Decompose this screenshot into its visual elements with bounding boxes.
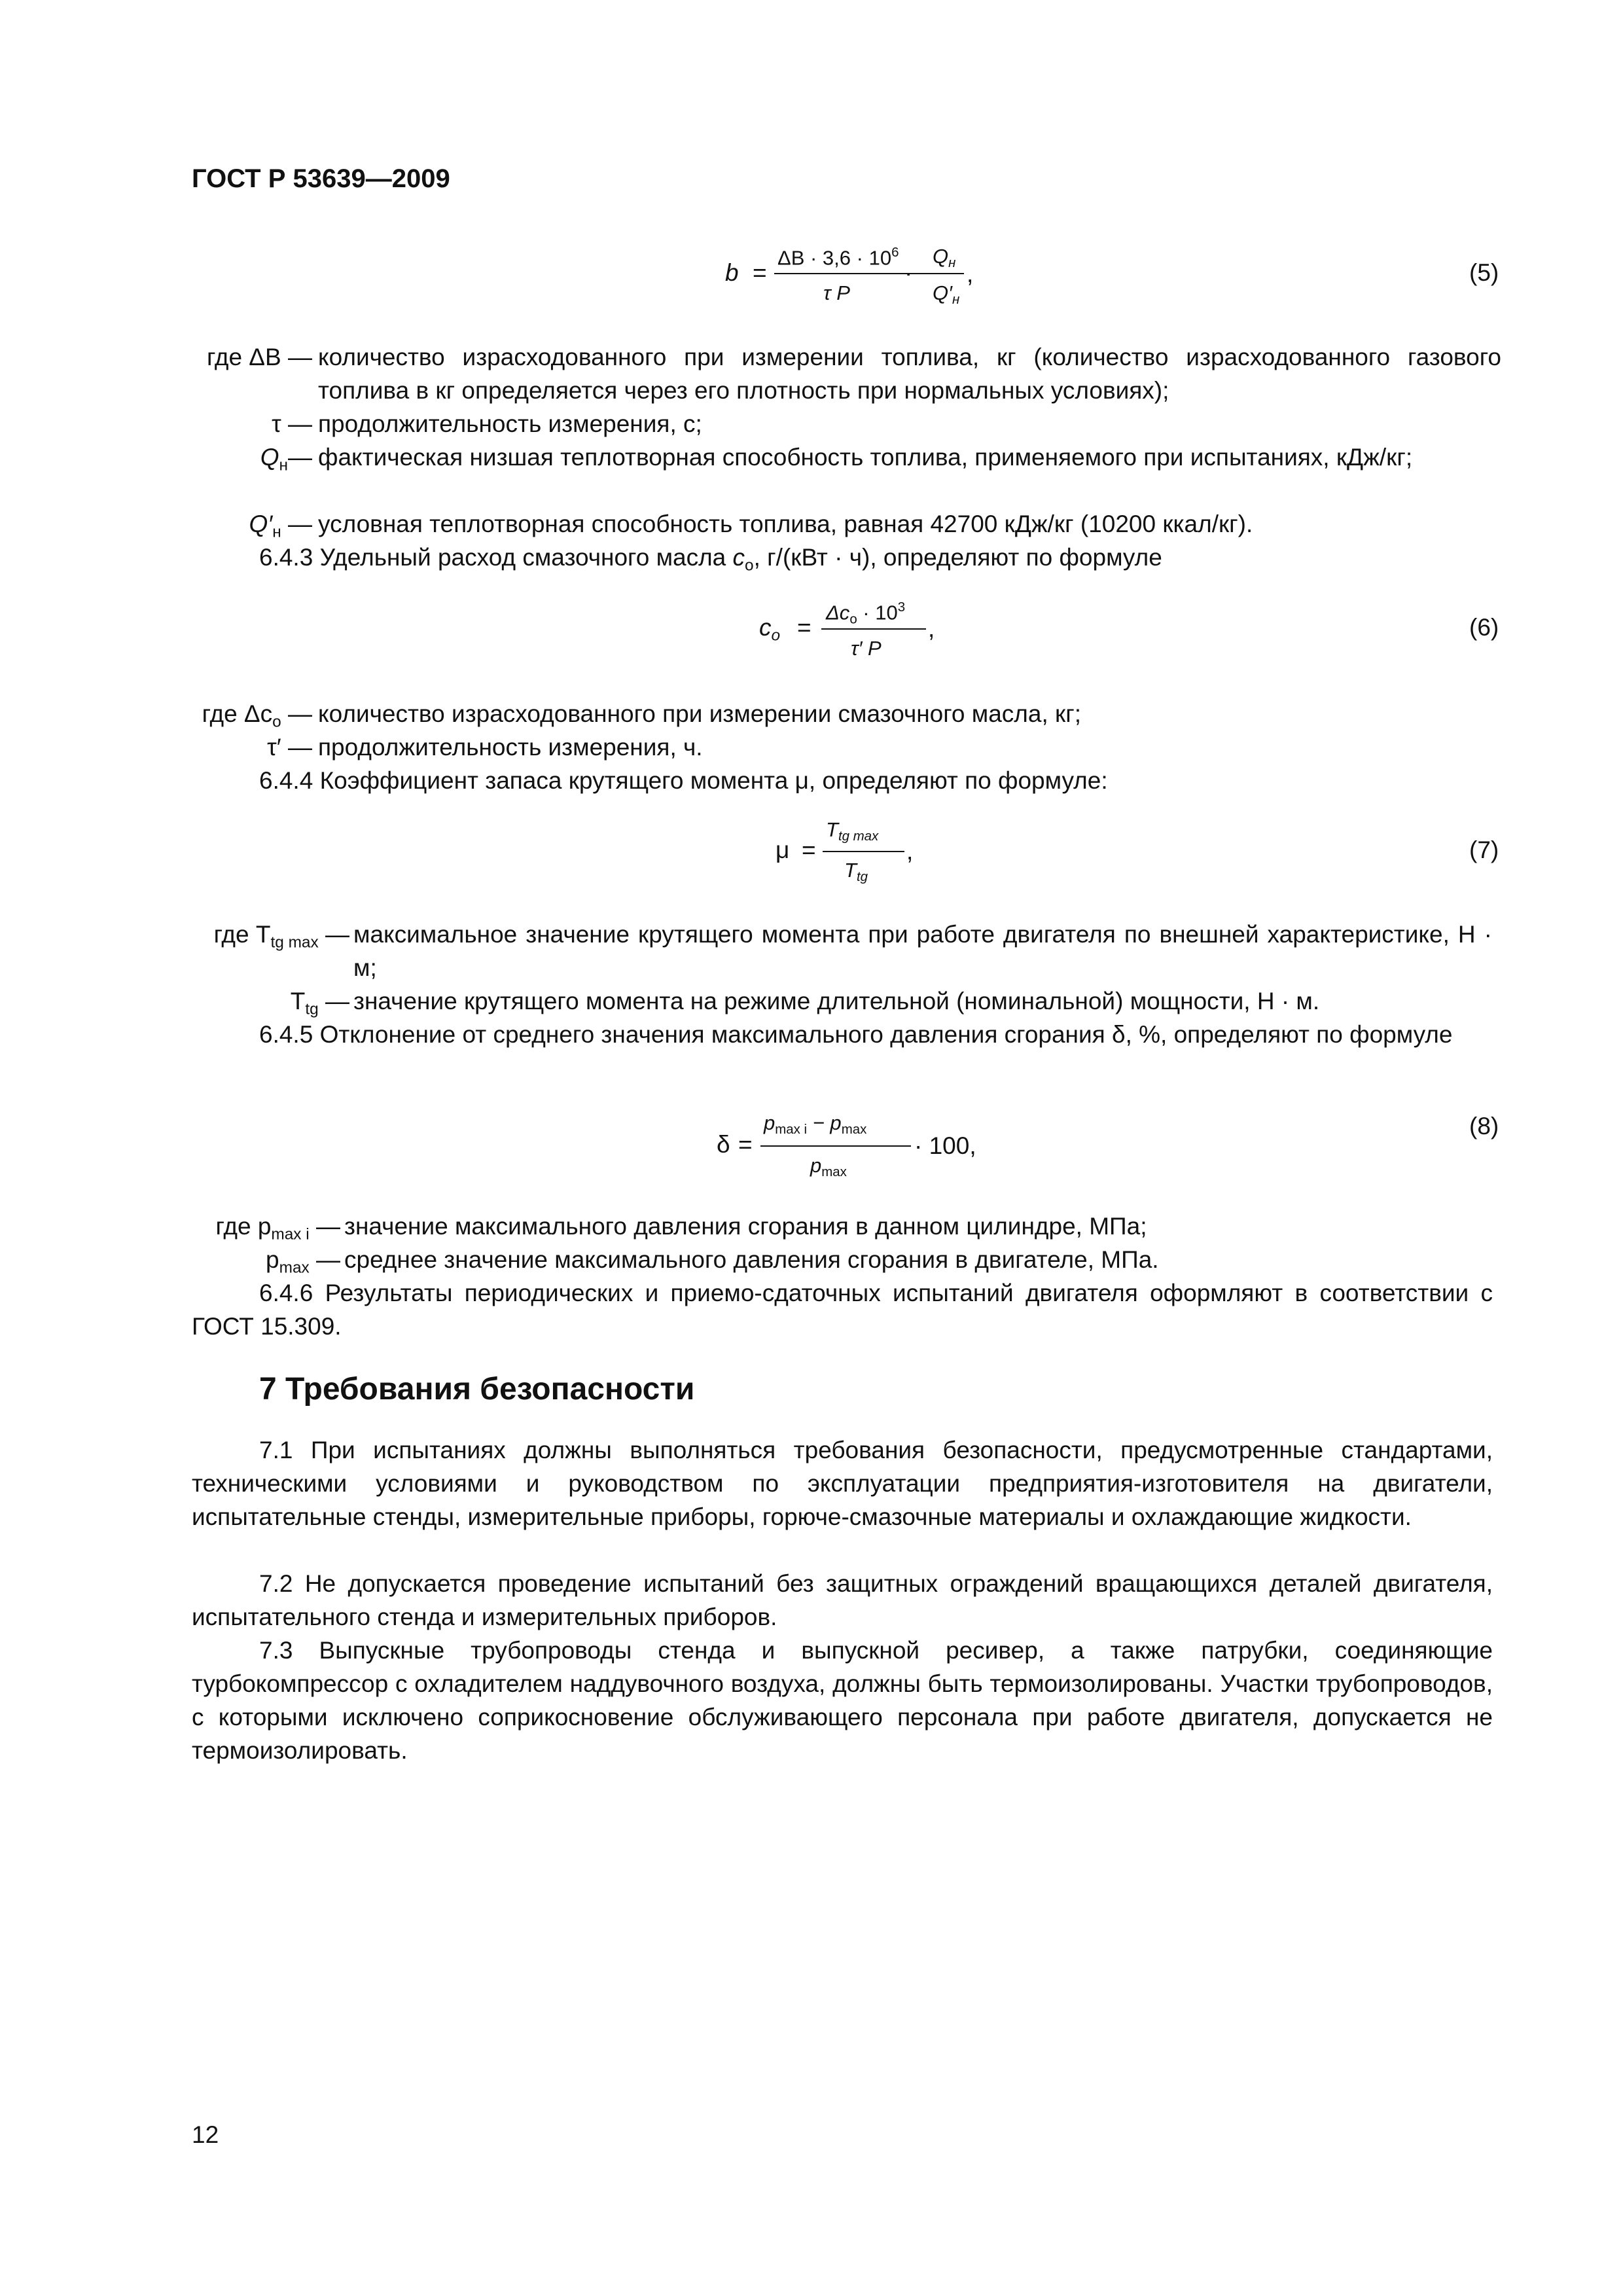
where-5-desc-2: продолжительность измерения, с; (318, 410, 702, 437)
paragraph-6-4-3: 6.4.3 Удельный расход смазочного масла $c_о$, г/(кВт · ч), определяют по формуле (259, 544, 1162, 575)
formula-5-q-numerator: $Q_н$ (933, 245, 956, 271)
formula-6-comma: , (928, 615, 935, 642)
formula-7-comma: , (906, 838, 914, 865)
paragraph-6-4-5: 6.4.5 Отклонение от среднего значения максимального давления сгорания δ, %, определяют по формуле (259, 1021, 1453, 1048)
formula-8-number: (8) (1469, 1113, 1499, 1139)
formula-7-lhs: μ (776, 836, 790, 863)
where-6-term-2: τ′ — (267, 734, 312, 761)
formula-6-number: (6) (1469, 614, 1499, 641)
where-6-desc-1: количество израсходованного при измерении смазочного масла, кг; (318, 700, 1081, 727)
formula-6-denominator: τ′ P (851, 637, 882, 660)
where-5-term-3: $Q_н—$ (260, 444, 312, 475)
formula-5-number: (5) (1469, 259, 1499, 286)
where-7-desc-2: значение крутящего момента на режиме длительной (номинальной) мощности, Н · м. (353, 988, 1320, 1014)
formula-7-numerator: $T_{tg max}$ (826, 818, 879, 844)
formula-6-fraction-bar (821, 628, 926, 630)
formula-5-equals: = (753, 259, 767, 286)
where-6-desc-2: продолжительность измерения, ч. (318, 734, 703, 761)
formula-5-q-denominator: $Q'_н$ (933, 281, 960, 308)
formula-5-numerator: $\Delta B \cdot 3,6 \cdot 10^6$ (777, 245, 899, 270)
formula-5-lhs: b (725, 259, 739, 286)
formula-8-multiplier: · 100, (914, 1132, 976, 1159)
formula-5-denominator: τ P (823, 281, 850, 304)
formula-7-equals: = (802, 836, 816, 863)
where-7-term-1: где $T_{tg max}$ — (213, 921, 349, 952)
where-8-term-1: где $p_{max i}$ — (215, 1213, 340, 1244)
paragraph-6-4-6: 6.4.6 Результаты периодических и приемо-сдаточных испытаний двигателя оформляют в соответствии с ГОСТ 15.309. (192, 1280, 1493, 1340)
where-5-desc-4: условная теплотворная способность топлива, равная 42700 кДж/кг (10200 ккал/кг). (318, 511, 1253, 537)
formula-7-fraction-bar (823, 851, 904, 852)
formula-6-numerator: $\Delta c_о \cdot 10^3$ (826, 600, 906, 627)
formula-5-dot: · (904, 259, 913, 286)
page-number: 12 (192, 2121, 219, 2148)
where-5-desc-1: количество израсходованного при измерении топлива, кг (количество израсходованного газового топлива в кг определяется через его плотность при нормальных условиях); (318, 344, 1501, 404)
where-5-term-4: $Q'_н$ — (249, 511, 312, 541)
where-8-desc-2: среднее значение максимального давления сгорания в двигателе, МПа. (344, 1246, 1159, 1273)
formula-6-equals: = (797, 614, 812, 641)
formula-8-fraction-bar (760, 1145, 911, 1147)
document-header: ГОСТ Р 53639—2009 (192, 164, 450, 193)
paragraph-7-2: 7.2 Не допускается проведение испытаний без защитных ограждений вращающихся деталей двигателя, испытательного стенда и измерительных приборов. (192, 1570, 1493, 1630)
section-title: 7 Требования безопасности (259, 1372, 695, 1407)
where-7-desc-1: максимальное значение крутящего момента при работе двигателя по внешней характеристике, Н · м; (353, 921, 1492, 981)
formula-8-denominator: $p_{max}$ (810, 1154, 847, 1180)
formula-5-comma: , (967, 260, 974, 287)
paragraph-7-1: 7.1 При испытаниях должны выполняться требования безопасности, предусмотренные стандартами, техническими условиями и руководством по эксплуатации предприятия-изготовителя на двигатели, испытательные стенды, измерительные приборы, горюче-смазочные материалы и охлаждающие жидкости. (192, 1437, 1493, 1530)
formula-6-lhs: $c_о$ (759, 614, 781, 645)
formula-5-q-fraction-bar (928, 273, 962, 274)
formula-7-number: (7) (1469, 836, 1499, 863)
where-6-term-1: где $\Delta c_о$ — (202, 700, 312, 731)
paragraph-7-3: 7.3 Выпускные трубопроводы стенда и выпускной ресивер, а также патрубки, соединяющие турбокомпрессор с охладителем наддувочного воздуха, должны быть термоизолированы. Участки трубопроводов, с которыми исключено соприкосновение обслуживающего персонала при работе двигателя, допускается не термоизолировать. (192, 1637, 1493, 1764)
where-5-term-1: где ΔB — (207, 344, 312, 370)
where-7-term-2: $T_{tg}$ — (290, 988, 349, 1018)
paragraph-6-4-4: 6.4.4 Коэффициент запаса крутящего момента μ, определяют по формуле: (259, 767, 1108, 794)
formula-7-denominator: $T_{tg}$ (844, 859, 868, 885)
where-5-term-2: τ — (272, 410, 312, 437)
where-5-desc-3: фактическая низшая теплотворная способность топлива, применяемого при испытаниях, кДж/кг; (318, 444, 1413, 471)
formula-8-numerator: $p_{max i} - p_{max}$ (764, 1111, 867, 1138)
formula-8-equals: = (738, 1131, 753, 1158)
formula-8-lhs: δ (717, 1131, 730, 1158)
where-8-desc-1: значение максимального давления сгорания в данном цилиндре, МПа; (344, 1213, 1147, 1240)
where-8-term-2: $p_{max}$ — (266, 1246, 340, 1277)
